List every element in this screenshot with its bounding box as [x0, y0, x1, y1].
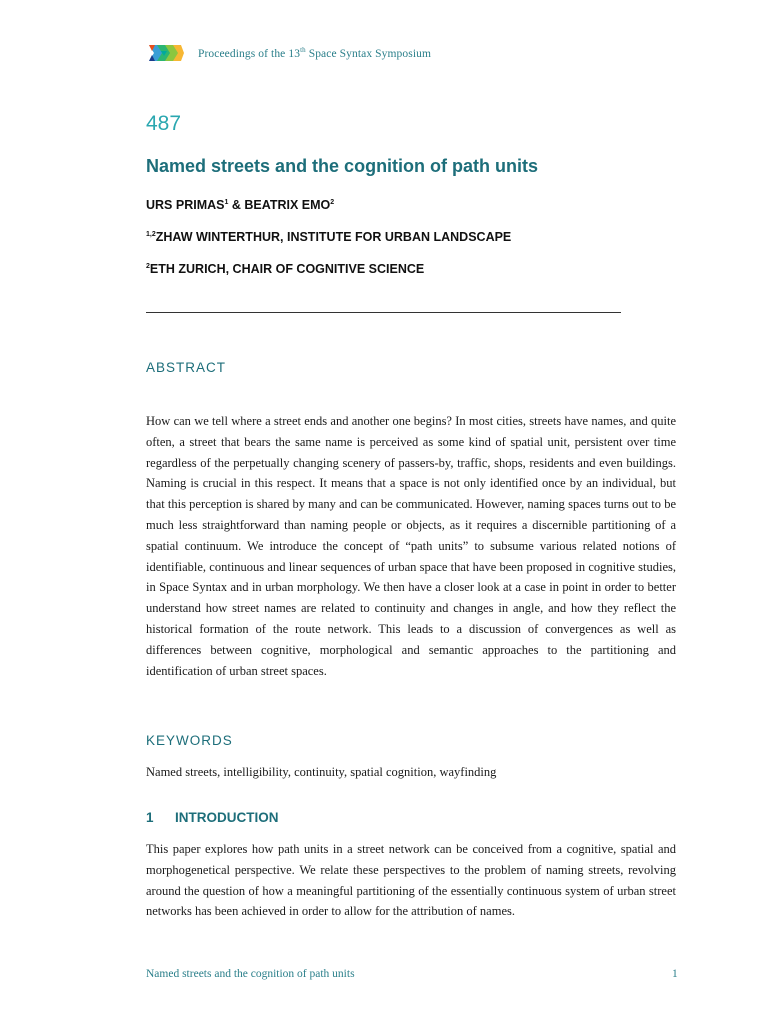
- footer-running-title: Named streets and the cognition of path units: [146, 968, 355, 980]
- keywords-heading: KEYWORDS: [146, 733, 233, 748]
- author-name: URS PRIMAS: [146, 198, 225, 212]
- introduction-body: This paper explores how path units in a street network can be conceived from a cognitive, spatial and morphogenetical perspective. We relate these perspectives to the problem of naming streets, revolving around the question of how a meaningful partitioning of the essentially continuous system of urban street networks has been achieved in order to allow for the attribution of names.: [146, 842, 676, 919]
- running-header: [147, 40, 431, 66]
- introduction-heading: [146, 810, 279, 825]
- author-list: URS PRIMAS$^1$ & BEATRIX EMO$^2$: [146, 198, 335, 212]
- title-separator: [146, 312, 621, 313]
- abstract-body: How can we tell where a street ends and another one begins? In most cities, streets have names, and quite often, a street that bears the same name is perceived as some kind of spatial unit, persistent over time regardless of the perpetually changing scenery of passers-by, traffic, shops, residents and even buildings. Naming is crucial in this respect. It means that a space is not only identified once by an individual, but that this perception is shared by many and can be communicated. However, naming spaces turns out to be much less straightforward than naming people or objects, as it requires a discernible partitioning of a spatial continuum. We introduce the concept of “path units” to subsume various related notions of identifiable, continuous and linear sequences of urban space that have been proposed in cognitive studies, in Space Syntax and in urban morphology. We then have a closer look at a case in point in order to better understand how street names are related to continuity and changes in angle, and how they reflect the historical formation of the route network. This leads to a discussion of convergences as well as differences between cognitive, morphological and semantic approaches to the partitioning and identification of urban street spaces.: [146, 414, 676, 678]
- paper-number: 487: [146, 112, 182, 135]
- proceedings-title: Proceedings of the 13th Space Syntax Symposium: [198, 46, 432, 60]
- section-number: 1: [146, 810, 154, 825]
- section-title: INTRODUCTION: [175, 810, 279, 825]
- paper-title: Named streets and the cognition of path units: [146, 156, 539, 176]
- symposium-logo-icon: [147, 43, 185, 63]
- page-number: 1: [672, 968, 678, 980]
- affiliation: $^{1,2}$ZHAW WINTERTHUR, INSTITUTE FOR URBAN LANDSCAPE: [146, 230, 512, 244]
- affiliation: $^2$ETH ZURICH, CHAIR OF COGNITIVE SCIENCE: [146, 262, 425, 276]
- abstract-heading: ABSTRACT: [146, 360, 227, 375]
- keywords-body: Named streets, intelligibility, continuity, spatial cognition, wayfinding: [146, 765, 497, 779]
- author-name: BEATRIX EMO: [244, 198, 331, 212]
